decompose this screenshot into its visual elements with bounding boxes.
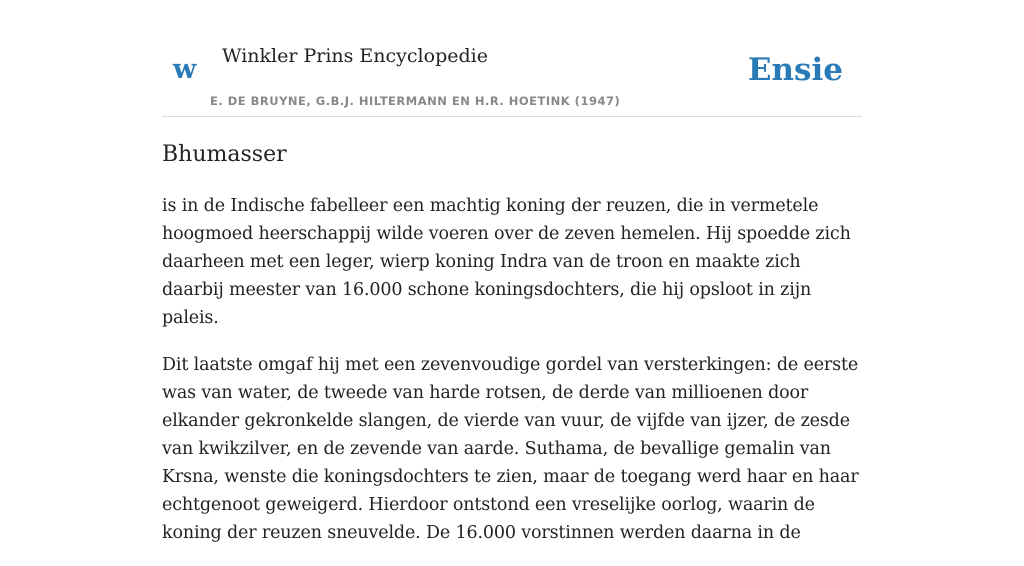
entry-body <box>162 192 862 566</box>
publication-title[interactable]: Winkler Prins Encyclopedie <box>222 45 488 67</box>
ensie-logo[interactable]: Ensie <box>747 52 843 88</box>
entry-paragraph: is in de Indische fabelleer een machtig koning der reuzen, die in vermetele hoogmoed heerschappij wilde voeren over de zeven hemelen. Hij spoedde zich daarheen met een leger, wierp koning Indra van de troon en maakte zich daarbij meester van 16.000 schone koningsdochters, die hij opsloot in zijn paleis. <box>162 196 851 328</box>
entry-paragraph: Dit laatste omgaf hij met een zevenvoudige gordel van versterkingen: de eerste was van water, de tweede van harde rotsen, de derde van millioenen door elkander gekronkelde slangen, de vierde van vuur, de vijfde van ijzer, de zesde van kwikzilver, en de zevende van aarde. Suthama, de bevallige gemalin van Krsna, wenste die koningsdochters te zien, maar de toegang werd haar en haar echtgenoot geweigerd. Hierdoor ontstond een vreselijke oorlog, waarin de koning der reuzen sneuvelde. De 16.000 vorstinnen werden daarna in de <box>162 355 859 543</box>
logo-w[interactable]: w <box>173 54 197 85</box>
publication-authors: E. DE BRUYNE, G.B.J. HILTERMANN EN H.R. HOETINK (1947) <box>210 94 621 108</box>
entry-title: Bhumasser <box>162 142 287 167</box>
site-header <box>162 0 862 117</box>
page <box>162 0 862 543</box>
